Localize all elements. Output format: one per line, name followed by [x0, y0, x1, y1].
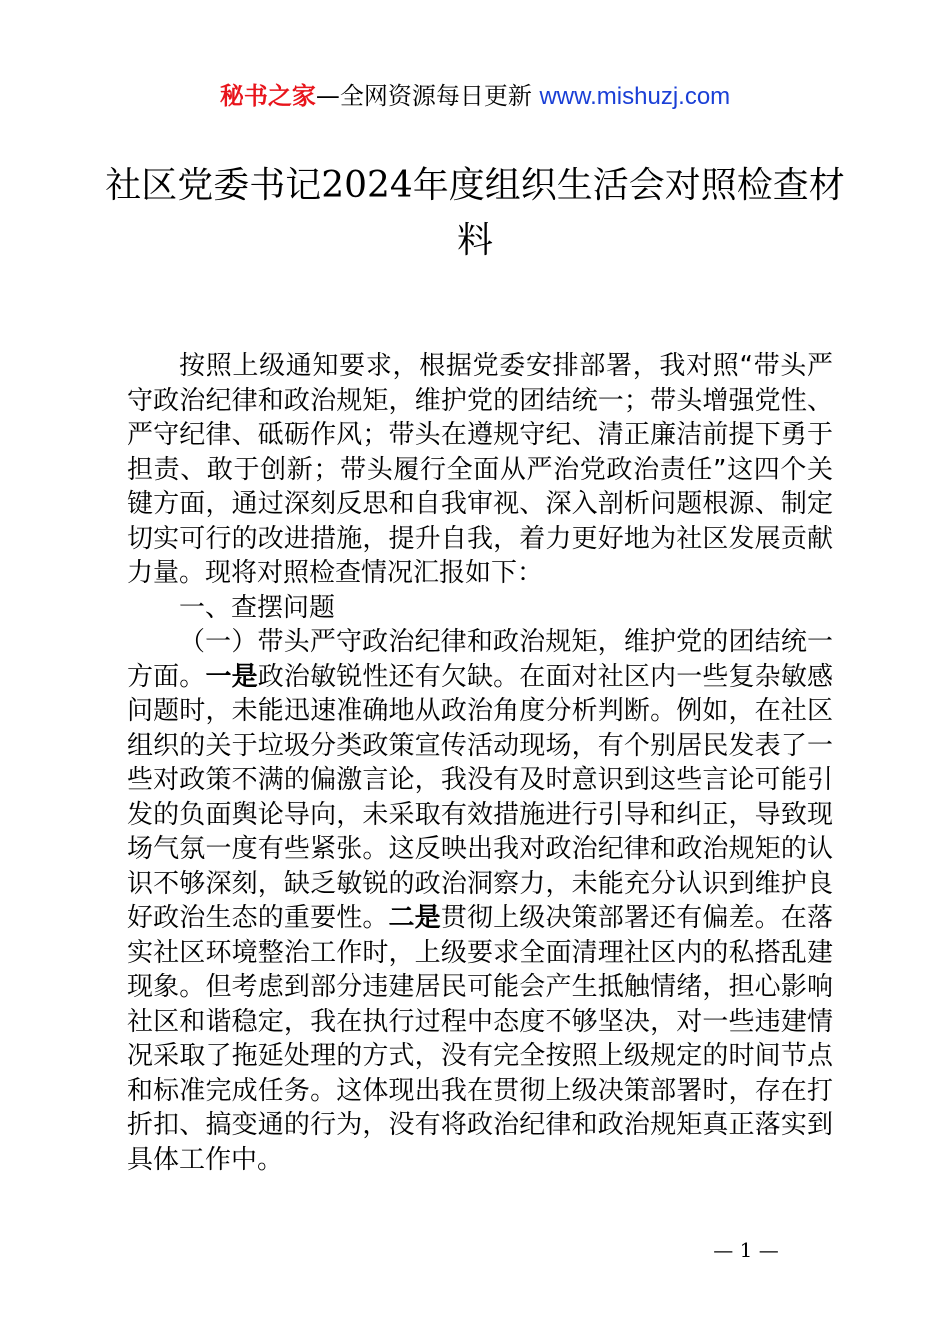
point-text-1: 政治敏锐性还有欠缺。在面对社区内一些复杂敏感问题时，未能迅速准确地从政治角度分析判断。例如，在社区组织的关于垃圾分类政策宣传活动现场，有个别居民发表了一些对政策不满的偏激言论，我没有及时意识到这些言论可能引发的负面舆论导向，未采取有效措施进行引导和纠正，导致现场气氛一度有些紧张。这反映出我对政治纪律和政治规矩的认识不够深刻，缺乏敏锐的政治洞察力，未能充分认识到维护良好政治生态的重要性。	[127, 661, 833, 933]
point-text-2: 贯彻上级决策部署还有偏差。在落实社区环境整治工作时，上级要求全面清理社区内的私搭乱建现象。但考虑到部分违建居民可能会产生抵触情绪，担心影响社区和谐稳定，我在执行过程中态度不够坚决，对一些违建情况采取了拖延处理的方式，没有完全按照上级规定的时间节点和标准完成任务。这体现出我在贯彻上级决策部署时，存在打折扣、搞变通的行为，没有将政治纪律和政治规矩真正落实到具体工作中。	[127, 903, 833, 1175]
header-slogan: —全网资源每日更新	[315, 82, 540, 110]
subsection-lead: （一）带头严守政治纪律和政治规矩，维护党的团结统一方面。	[127, 627, 833, 692]
point-label-2: 二是	[388, 903, 441, 933]
point-label-1: 一是	[205, 661, 258, 692]
document-body	[127, 349, 833, 1177]
document-title: 社区党委书记2024年度组织生活会对照检查材料	[105, 165, 845, 261]
brand-name: 秘书之家	[219, 82, 316, 110]
site-url-link[interactable]: www.mishuzj.com	[539, 83, 731, 110]
section-heading: 一、查摆问题	[179, 592, 336, 623]
page-number: — 1 —	[713, 1238, 779, 1262]
intro-paragraph: 按照上级通知要求，根据党委安排部署，我对照“带头严守政治纪律和政治规矩，维护党的团结统一；带头增强党性、严守纪律、砥砺作风；带头在遵规守纪、清正廉洁前提下勇于担责、敢于创新；带头履行全面从严治党政治责任”这四个关键方面，通过深刻反思和自我审视、深入剖析问题根源、制定切实可行的改进措施，提升自我，着力更好地为社区发展贡献力量。现将对照检查情况汇报如下：	[127, 351, 833, 588]
subsection-paragraph	[127, 625, 833, 1177]
site-header	[0, 80, 950, 113]
